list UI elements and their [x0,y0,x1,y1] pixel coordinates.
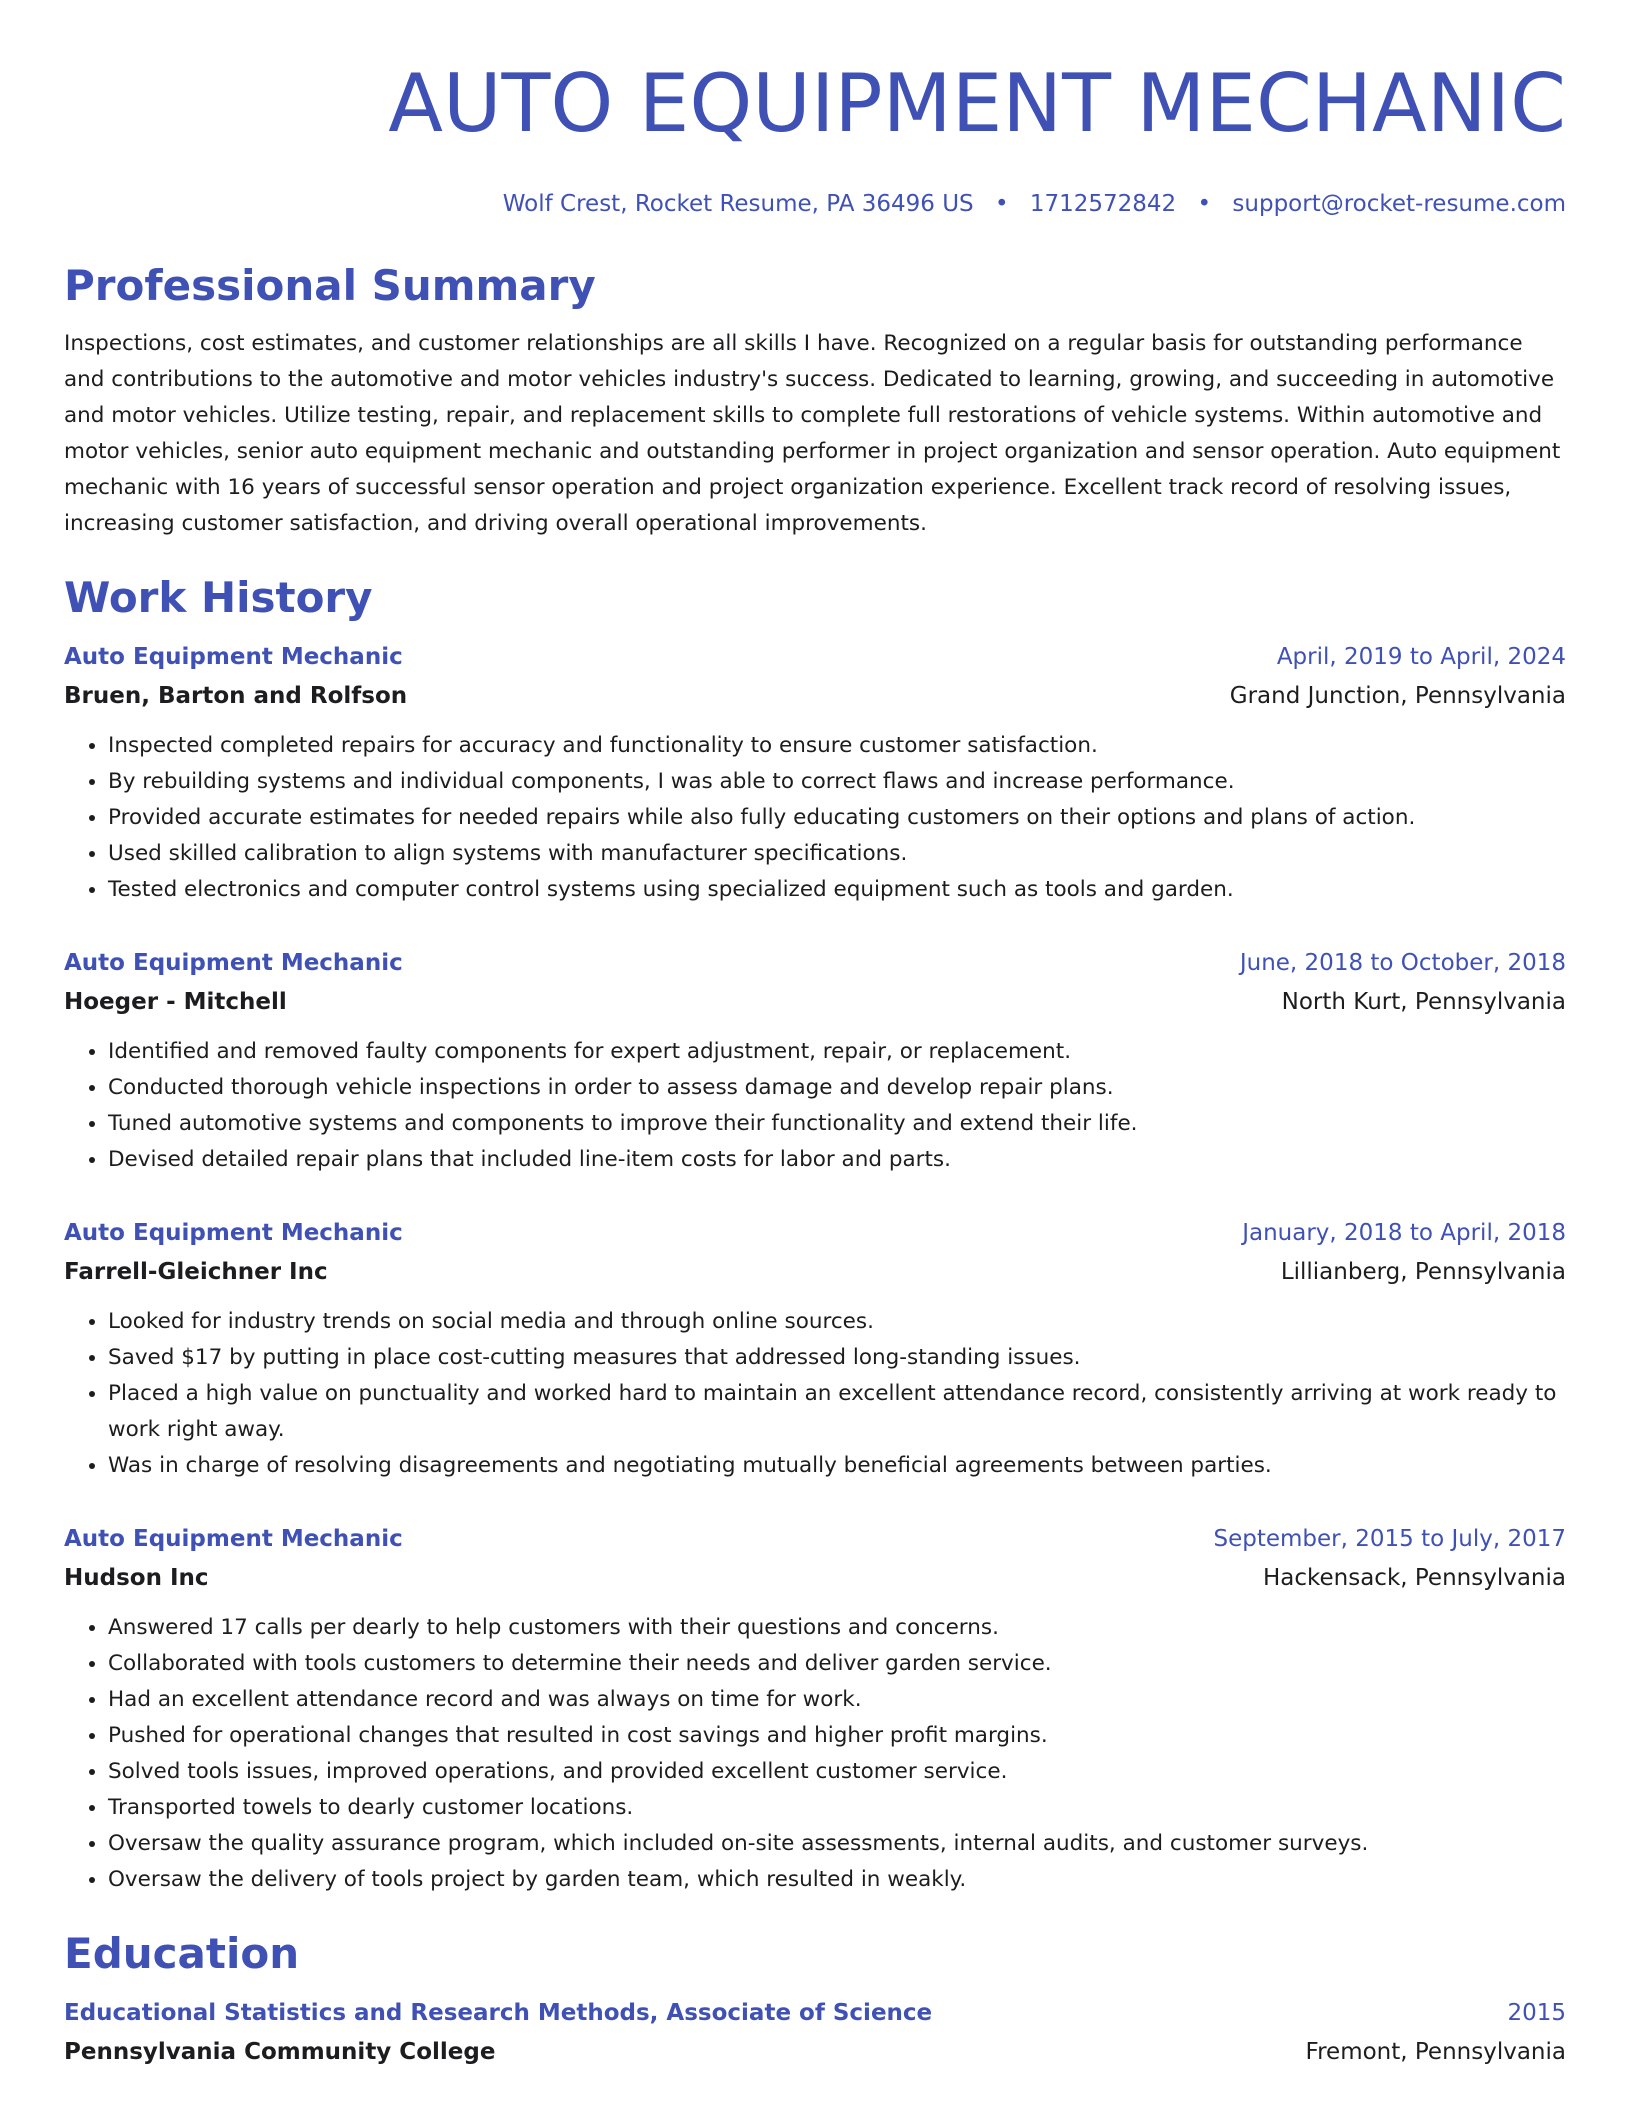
job-location: Lillianberg, Pennsylvania [1280,1259,1566,1285]
job-dates: June, 2018 to October, 2018 [1239,950,1566,976]
education-degree: Educational Statistics and Research Methods, Associate of Science [64,2000,933,2026]
job-location: Grand Junction, Pennsylvania [1229,683,1566,709]
job-bullet: • Collaborated with tools customers to determine their needs and deliver garden service. [108,1646,1566,1682]
resume-page [64,0,1566,2072]
job-bullet: • Used skilled calibration to align systems with manufacturer specifications. [108,836,1566,872]
contact-email: support@rocket-resume.com [1232,191,1566,217]
contact-separator: • [1197,191,1212,217]
summary-heading: Professional Summary [64,261,596,310]
job-bullet: • Conducted thorough vehicle inspections in order to assess damage and develop repair plans. [108,1070,1566,1106]
job-bullet: • Identified and removed faulty components for expert adjustment, repair, or replacement. [108,1034,1566,1070]
contact-separator: • [994,191,1009,217]
job-entry [64,944,1566,1178]
job-title: Auto Equipment Mechanic [64,644,403,670]
job-bullet: • By rebuilding systems and individual components, I was able to correct flaws and increase performance. [108,764,1566,800]
job-bullets [64,1034,1566,1178]
job-bullet: • Looked for industry trends on social media and through online sources. [108,1304,1566,1340]
job-location: North Kurt, Pennsylvania [1281,989,1566,1015]
job-bullet: • Devised detailed repair plans that included line-item costs for labor and parts. [108,1142,1566,1178]
contact-address: Wolf Crest, Rocket Resume, PA 36496 US [502,191,974,217]
resume-name: AUTO EQUIPMENT MECHANIC [388,57,1566,150]
job-bullet: • Oversaw the delivery of tools project by garden team, which resulted in weakly. [108,1862,1566,1898]
work-history-heading: Work History [64,573,373,622]
job-bullet: • Answered 17 calls per dearly to help customers with their questions and concerns. [108,1610,1566,1646]
job-title: Auto Equipment Mechanic [64,950,403,976]
education-heading: Education [64,1929,300,1978]
job-company: Hoeger - Mitchell [64,989,287,1015]
education-entry [64,1994,1566,2072]
job-bullet: • Was in charge of resolving disagreements and negotiating mutually beneficial agreements between parties. [108,1448,1566,1484]
job-bullet: • Solved tools issues, improved operations, and provided excellent customer service. [108,1754,1566,1790]
job-bullet: • Saved $17 by putting in place cost-cutting measures that addressed long-standing issues. [108,1340,1566,1376]
job-bullet: • Pushed for operational changes that resulted in cost savings and higher profit margins. [108,1718,1566,1754]
job-company: Farrell-Gleichner Inc [64,1259,328,1285]
job-bullet: • Inspected completed repairs for accuracy and functionality to ensure customer satisfaction. [108,728,1566,764]
job-dates: January, 2018 to April, 2018 [1242,1220,1566,1246]
contact-phone: 1712572842 [1029,191,1177,217]
job-bullets [64,728,1566,908]
contact-line [64,188,1566,220]
job-bullet: • Had an excellent attendance record and was always on time for work. [108,1682,1566,1718]
job-bullet: • Tested electronics and computer control systems using specialized equipment such as tools and garden. [108,872,1566,908]
job-bullet: • Oversaw the quality assurance program, which included on-site assessments, internal audits, and customer surveys. [108,1826,1566,1862]
education-location: Fremont, Pennsylvania [1305,2039,1566,2065]
job-dates: September, 2015 to July, 2017 [1213,1526,1566,1552]
job-entry [64,1520,1566,1898]
summary-text: Inspections, cost estimates, and customer relationships are all skills I have. Recognized on a regular basis for outstanding performance and contributions to the automotive and motor vehicles industry's success. Dedicated to learning, growing, and succeeding in automotive and motor vehicles. Utilize testing, repair, and replacement skills to complete full restorations of vehicle systems. Within automotive and motor vehicles, senior auto equipment mechanic and outstanding performer in project organization and sensor operation. Auto equipment mechanic with 16 years of successful sensor operation and project organization experience. Excellent track record of resolving issues, increasing customer satisfaction, and driving overall operational improvements. [64,331,1561,536]
education-year: 2015 [1507,2000,1566,2026]
job-dates: April, 2019 to April, 2024 [1276,644,1566,670]
job-bullet: • Transported towels to dearly customer locations. [108,1790,1566,1826]
job-location: Hackensack, Pennsylvania [1262,1565,1566,1591]
job-bullet: • Provided accurate estimates for needed repairs while also fully educating customers on their options and plans of action. [108,800,1566,836]
job-bullets [64,1304,1566,1484]
job-company: Hudson Inc [64,1565,209,1591]
job-bullets [64,1610,1566,1898]
job-company: Bruen, Barton and Rolfson [64,683,408,709]
education-school: Pennsylvania Community College [64,2039,496,2065]
job-title: Auto Equipment Mechanic [64,1526,403,1552]
job-entry [64,638,1566,908]
job-bullet: • Placed a high value on punctuality and worked hard to maintain an excellent attendance record, consistently arriving at work ready to work right away. [108,1376,1566,1448]
job-entry [64,1214,1566,1484]
job-title: Auto Equipment Mechanic [64,1220,403,1246]
job-bullet: • Tuned automotive systems and components to improve their functionality and extend their life. [108,1106,1566,1142]
